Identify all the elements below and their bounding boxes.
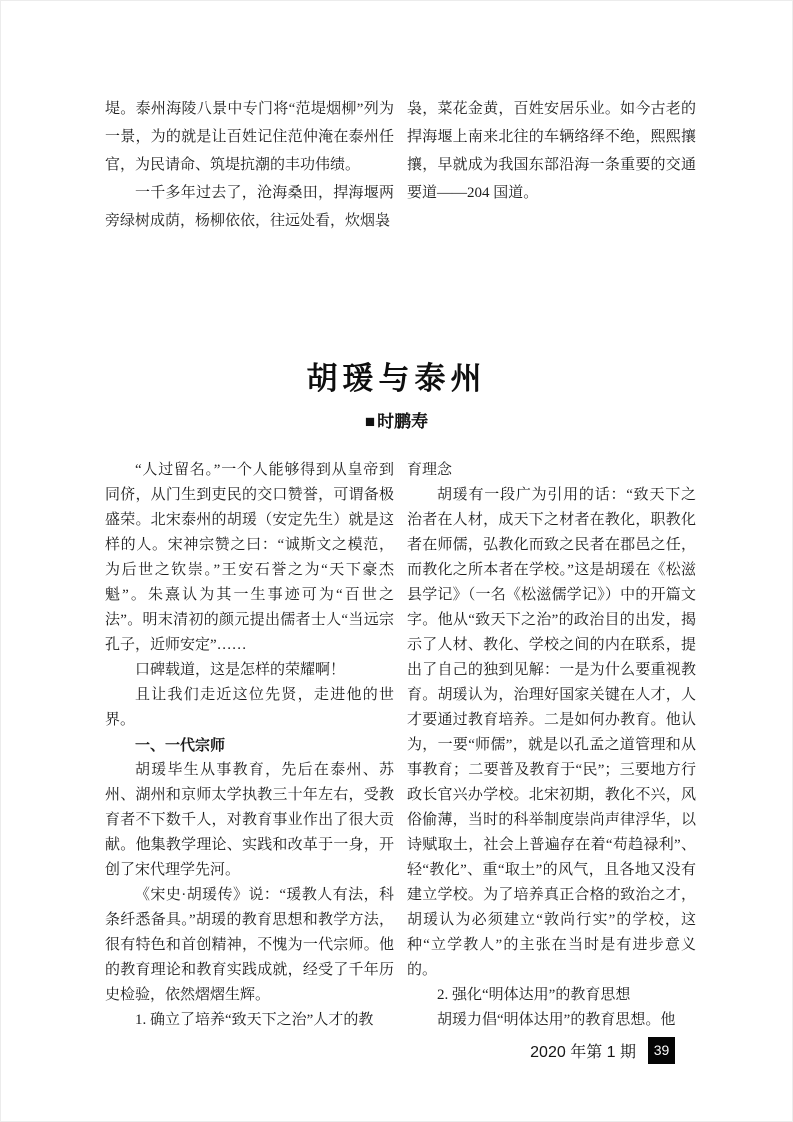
paragraph: “人过留名。”一个人能够得到从皇帝到同侪，从门生到吏民的交口赞誉，可谓备极盛荣。北宋泰州的胡瑗（安定先生）就是这样的人。宋神宗赞之曰：“诚斯文之模范，为后世之钦崇。”王安石誉之为“天下豪杰魁”。朱熹认为其一生事迹可为“百世之法”。明末清初的颜元提出儒者士人“当远宗孔子，近师安定”…… bbox=[105, 462, 394, 653]
article-title: 胡瑗与泰州 bbox=[306, 361, 487, 396]
author-name: 时鹏寿 bbox=[377, 412, 429, 431]
paragraph: 口碑载道，这是怎样的荣耀啊！ bbox=[135, 662, 346, 678]
paragraph: 且让我们走近这位先贤，走进他的世界。 bbox=[105, 687, 394, 728]
paragraph: 袅，菜花金黄，百姓安居乐业。如今古老的捍海堰上南来北往的车辆络绎不绝，熙熙攘攘，早就成为我国东部沿海一条重要的交通要道——204 国道。 bbox=[407, 101, 696, 201]
article-body bbox=[105, 458, 696, 1038]
paragraph: 堤。泰州海陵八景中专门将“范堤烟柳”列为一景，为的就是让百姓记住范仲淹在泰州任官，为民请命、筑堤抗潮的丰功伟绩。 bbox=[105, 101, 394, 173]
author-square-marker-icon: ■ bbox=[364, 412, 376, 431]
article-right-column bbox=[407, 458, 696, 1038]
paragraph: 2. 强化“明体达用”的教育思想 bbox=[437, 987, 631, 1003]
author-line bbox=[0, 407, 793, 432]
page-number-badge: 39 bbox=[648, 1037, 675, 1064]
paragraph: 胡瑗毕生从事教育，先后在泰州、苏州、湖州和京师太学执教三十年左右，受教育者不下数千人，对教育事业作出了很大贡献。他集教学理论、实践和改革于一身，开创了宋代理学先河。 bbox=[105, 762, 394, 878]
section-heading: 一、一代宗师 bbox=[135, 737, 226, 754]
article-left-column bbox=[105, 458, 394, 1038]
paragraph: 1. 确立了培养“致天下之治”人才的教 bbox=[135, 1012, 374, 1028]
paragraph: 《宋史·胡瑗传》说：“瑗教人有法，科条纤悉备具。”胡瑗的教育思想和教学方法，很有特色和首创精神，不愧为一代宗师。他的教育理论和教育实践成就，经受了千年历史检验，依然熠熠生辉。 bbox=[105, 887, 394, 1003]
page-footer bbox=[530, 1037, 675, 1064]
paragraph: 育理念 bbox=[407, 462, 453, 478]
previous-article-continuation bbox=[105, 95, 696, 243]
article-title-block bbox=[0, 353, 793, 398]
prev-article-left-column bbox=[105, 95, 394, 243]
paragraph: 一千多年过去了，沧海桑田，捍海堰两旁绿树成荫，杨柳依依，往远处看，炊烟袅 bbox=[105, 185, 394, 229]
issue-label: 2020 年第 1 期 bbox=[530, 1044, 636, 1061]
paragraph: 胡瑗力倡“明体达用”的教育思想。他 bbox=[437, 1012, 676, 1028]
prev-article-right-column bbox=[407, 95, 696, 243]
paragraph: 胡瑗有一段广为引用的话：“致天下之治者在人材，成天下之材者在教化，职教化者在师儒，弘教化而致之民者在郡邑之任，而教化之所本者在学校。”这是胡瑗在《松滋县学记》（一名《松滋儒学记》）中的开篇文字。他从“致天下之治”的政治目的出发，揭示了人材、教化、学校之间的内在联系，提出了自己的独到见解：一是为什么要重视教育。胡瑗认为，治理好国家关键在人才，人才要通过教育培养。二是如何办教育。他认为，一要“师儒”，就是以孔孟之道管理和从事教育；二要普及教育于“民”；三要地方行政长官兴办学校。北宋初期，教化不兴，风俗偷薄，当时的科举制度崇尚声律浮华，以诗赋取土，社会上普遍存在着“苟趋禄利”、轻“教化”、重“取土”的风气，且各地又没有建立学校。为了培养真正合格的致治之才，胡瑗认为必须建立“敦尚行实”的学校，这种“立学教人”的主张在当时是有进步意义的。 bbox=[407, 487, 696, 978]
